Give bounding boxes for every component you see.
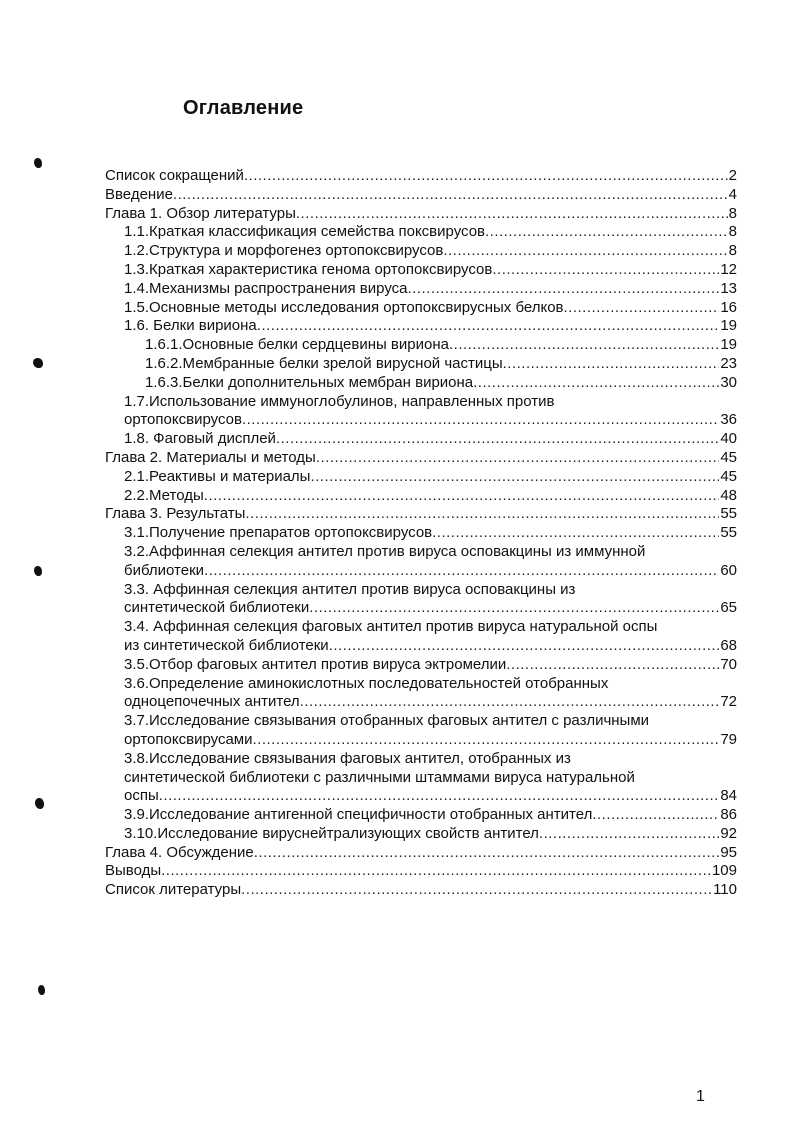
dot-leader bbox=[161, 862, 711, 881]
page-number: 1 bbox=[696, 1088, 705, 1105]
toc-entry-text: 1.6. Белки вириона bbox=[124, 317, 257, 335]
toc-page-number: 70 bbox=[720, 655, 737, 673]
dot-leader bbox=[443, 242, 727, 261]
toc-entry-text: 1.2.Структура и морфогенез ортопоксвирусов bbox=[124, 242, 444, 260]
toc-page-number: 19 bbox=[720, 317, 737, 335]
scan-speck bbox=[34, 566, 42, 576]
toc-entry-text: 3.10.Исследование вируснейтрализующих свойств антител bbox=[124, 824, 539, 842]
toc-page-number: 92 bbox=[720, 824, 737, 842]
dot-leader bbox=[241, 881, 712, 900]
toc-page-number: 8 bbox=[728, 223, 737, 241]
toc-entry-text: 1.8. Фаговый дисплей bbox=[124, 430, 276, 448]
toc-entry bbox=[105, 336, 737, 355]
toc-entry bbox=[105, 449, 737, 468]
toc-entry bbox=[105, 712, 737, 750]
toc-page-number: 45 bbox=[720, 467, 737, 485]
scan-speck bbox=[33, 358, 43, 368]
dot-leader bbox=[204, 487, 720, 506]
toc-entry-text: 1.4.Механизмы распространения вируса bbox=[124, 279, 408, 297]
dot-leader bbox=[296, 205, 728, 224]
toc-entry-text: 3.2.Аффинная селекция антител против вируса осповакцины из иммунной bbox=[124, 542, 646, 560]
toc-page-number: 109 bbox=[711, 862, 737, 880]
toc-entry-text: 2.1.Реактивы и материалы bbox=[124, 467, 311, 485]
toc-entry-text: синтетической библиотеки с различными штаммами вируса натуральной bbox=[124, 768, 635, 786]
toc-entry bbox=[105, 881, 737, 900]
dot-leader bbox=[300, 693, 720, 712]
toc-entry bbox=[105, 656, 737, 675]
dot-leader bbox=[254, 844, 720, 863]
toc-entry-text: 3.3. Аффинная селекция антител против вируса осповакцины из bbox=[124, 580, 576, 598]
dot-leader bbox=[564, 299, 720, 318]
toc-page-number: 45 bbox=[720, 448, 737, 466]
toc-entry bbox=[105, 581, 737, 619]
toc-entry-text: одноцепочечных антител bbox=[124, 693, 300, 711]
table-of-contents bbox=[105, 167, 737, 900]
toc-entry-text: 3.8.Исследование связывания фаговых антител, отобранных из bbox=[124, 749, 571, 767]
dot-leader bbox=[473, 374, 719, 393]
toc-entry bbox=[105, 505, 737, 524]
toc-entry bbox=[105, 618, 737, 656]
dot-leader bbox=[257, 317, 720, 336]
toc-entry-text: 1.6.3.Белки дополнительных мембран вириона bbox=[145, 373, 474, 391]
toc-entry-text: оспы bbox=[124, 787, 159, 805]
toc-entry-text: Глава 1. Обзор литературы bbox=[105, 204, 296, 222]
dot-leader bbox=[244, 167, 728, 186]
toc-page-number: 65 bbox=[720, 599, 737, 617]
toc-page-number: 79 bbox=[720, 730, 737, 748]
toc-entry-text: 3.5.Отбор фаговых антител против вируса эктромелии bbox=[124, 655, 507, 673]
toc-page-number: 55 bbox=[720, 524, 737, 542]
scan-speck bbox=[34, 158, 42, 168]
dot-leader bbox=[408, 280, 720, 299]
toc-entry-text: Выводы bbox=[105, 862, 162, 880]
toc-page-number: 72 bbox=[720, 693, 737, 711]
toc-entry-text: 1.1.Краткая классификация семейства поксвирусов bbox=[124, 223, 486, 241]
dot-leader bbox=[276, 430, 719, 449]
scan-speck bbox=[35, 798, 44, 809]
toc-page-number: 2 bbox=[728, 167, 737, 184]
toc-page-number: 36 bbox=[720, 411, 737, 429]
toc-entry bbox=[105, 487, 737, 506]
toc-page-number: 84 bbox=[720, 787, 737, 805]
dot-leader bbox=[245, 505, 719, 524]
toc-entry-text: 1.6.1.Основные белки сердцевины вириона bbox=[145, 336, 449, 354]
dot-leader bbox=[449, 336, 719, 355]
toc-entry bbox=[105, 468, 737, 487]
toc-page-number: 40 bbox=[720, 430, 737, 448]
toc-entry bbox=[105, 167, 737, 186]
toc-page-number: 4 bbox=[728, 185, 737, 203]
dot-leader bbox=[592, 806, 719, 825]
toc-page-number: 8 bbox=[728, 204, 737, 222]
toc-page-number: 16 bbox=[720, 298, 737, 316]
toc-entry bbox=[105, 261, 737, 280]
toc-entry-text: синтетической библиотеки bbox=[124, 599, 310, 617]
toc-page-number: 68 bbox=[720, 636, 737, 654]
dot-leader bbox=[173, 186, 728, 205]
toc-entry bbox=[105, 750, 737, 806]
toc-entry-text: Введение bbox=[105, 185, 173, 203]
toc-entry bbox=[105, 355, 737, 374]
toc-entry bbox=[105, 825, 737, 844]
toc-entry-text: 3.1.Получение препаратов ортопоксвирусов bbox=[124, 524, 433, 542]
toc-entry-text: 3.6.Определение аминокислотных последовательностей отобранных bbox=[124, 674, 609, 692]
toc-entry bbox=[105, 280, 737, 299]
toc-entry-text: 3.7.Исследование связывания отобранных фаговых антител с различными bbox=[124, 712, 650, 730]
toc-page-number: 55 bbox=[720, 505, 737, 523]
dot-leader bbox=[310, 468, 719, 487]
scan-speck bbox=[38, 985, 45, 995]
toc-page-number: 60 bbox=[720, 561, 737, 579]
toc-entry bbox=[105, 223, 737, 242]
toc-page-number: 13 bbox=[720, 279, 737, 297]
toc-page-number: 8 bbox=[728, 242, 737, 260]
toc-entry-text: 1.6.2.Мембранные белки зрелой вирусной частицы bbox=[145, 354, 503, 372]
toc-entry-text: Глава 2. Материалы и методы bbox=[105, 448, 316, 466]
toc-entry-text: из синтетической библиотеки bbox=[124, 636, 329, 654]
toc-entry bbox=[105, 844, 737, 863]
toc-page-number: 23 bbox=[720, 354, 737, 372]
toc-entry bbox=[105, 806, 737, 825]
toc-entry-text: 3.4. Аффинная селекция фаговых антител против вируса натуральной оспы bbox=[124, 618, 658, 636]
toc-page-number: 19 bbox=[720, 336, 737, 354]
dot-leader bbox=[316, 449, 720, 468]
toc-page-number: 12 bbox=[720, 260, 737, 278]
page-title: Оглавление bbox=[183, 97, 304, 119]
dot-leader bbox=[309, 599, 719, 618]
toc-entry-text: 1.3.Краткая характеристика генома ортопоксвирусов bbox=[124, 260, 493, 278]
toc-entry-text: Список сокращений bbox=[105, 167, 244, 184]
toc-page-number: 95 bbox=[720, 843, 737, 861]
dot-leader bbox=[506, 656, 719, 675]
dot-leader bbox=[242, 411, 719, 430]
toc-entry bbox=[105, 186, 737, 205]
toc-entry-text: 1.5.Основные методы исследования ортопоксвирусных белков bbox=[124, 298, 564, 316]
dot-leader bbox=[204, 562, 719, 581]
toc-entry-text: Глава 3. Результаты bbox=[105, 505, 246, 523]
toc-entry bbox=[105, 393, 737, 431]
dot-leader bbox=[539, 825, 719, 844]
dot-leader bbox=[432, 524, 719, 543]
toc-entry-text: Глава 4. Обсуждение bbox=[105, 843, 254, 861]
toc-entry-text: библиотеки bbox=[124, 561, 205, 579]
dot-leader bbox=[485, 223, 728, 242]
toc-page-number: 48 bbox=[720, 486, 737, 504]
toc-entry-text: 2.2.Методы bbox=[124, 486, 204, 504]
toc-entry bbox=[105, 205, 737, 224]
dot-leader bbox=[159, 787, 720, 806]
toc-entry bbox=[105, 242, 737, 261]
toc-page-number: 86 bbox=[720, 806, 737, 824]
toc-entry bbox=[105, 524, 737, 543]
toc-entry bbox=[105, 862, 737, 881]
toc-entry-text: Список литературы bbox=[105, 881, 242, 899]
dot-leader bbox=[329, 637, 720, 656]
toc-entry bbox=[105, 675, 737, 713]
toc-entry-text: 3.9.Исследование антигенной специфичности отобранных антител bbox=[124, 806, 593, 824]
toc-entry bbox=[105, 299, 737, 318]
toc-entry bbox=[105, 317, 737, 336]
toc-page-number: 110 bbox=[713, 881, 737, 899]
toc-entry-text: ортопоксвирусов bbox=[124, 411, 242, 429]
dot-leader bbox=[503, 355, 720, 374]
toc-entry bbox=[105, 543, 737, 581]
dot-leader bbox=[252, 731, 719, 750]
toc-entry-text: ортопоксвирусами bbox=[124, 730, 253, 748]
toc-entry-text: 1.7.Использование иммуноглобулинов, направленных против bbox=[124, 392, 555, 410]
toc-entry bbox=[105, 430, 737, 449]
toc-page-number: 30 bbox=[720, 373, 737, 391]
dot-leader bbox=[492, 261, 719, 280]
toc-entry bbox=[105, 374, 737, 393]
